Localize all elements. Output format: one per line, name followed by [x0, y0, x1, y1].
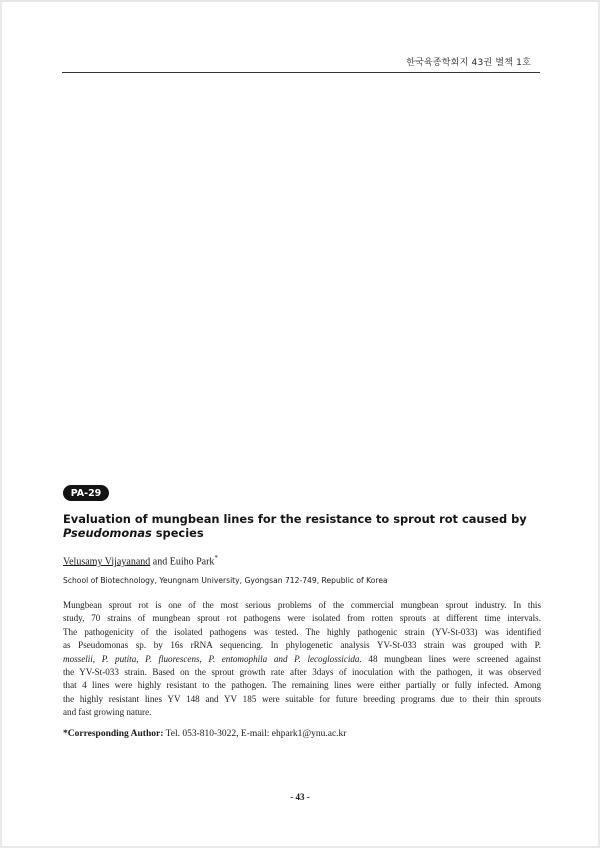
page-border-left: [0, 0, 2, 848]
corresponding-author: [63, 728, 346, 741]
title-line-2-rest: species: [151, 526, 204, 540]
author-list: [63, 551, 218, 569]
corresponding-mark: *: [214, 554, 218, 562]
abstract-body: [63, 599, 541, 720]
abstract-line-8: the highly resistant lines YV 148 and YV 185 were suitable for future breeding programs due to their thin sprouts: [63, 693, 541, 704]
abstract-id-badge: PA-29: [63, 485, 109, 501]
author-first: Velusamy Vijayanand: [63, 556, 151, 568]
abstract-line-6: the YV-St-033 strain. Based on the sprout growth rate after 3days of inoculation with the pathogen, it was observed: [63, 667, 541, 678]
abstract-line-3: The pathogenicity of the isolated pathogens was tested. The highly pathogenic strain (YV-St-033) was identified: [63, 626, 541, 637]
corresponding-label: *Corresponding Author:: [63, 729, 164, 739]
abstract-line-2: study, 70 strains of mungbean sprout rot pathogens were isolated from rotten sprouts at different time intervals.: [63, 613, 541, 624]
page-number: - 43 -: [290, 792, 310, 802]
page-border-top: [0, 0, 600, 2]
abstract-line-5: [63, 653, 541, 666]
title-line-2: [63, 526, 543, 540]
abstract-line-4: as Pseudomonas sp. by 16s rRNA sequencing. In phylogenetic analysis YV-St-033 strain was grouped with P.: [63, 640, 541, 651]
author-rest: and Euiho Park: [150, 556, 215, 568]
title-line-1: Evaluation of mungbean lines for the resistance to sprout rot caused by: [63, 512, 527, 526]
running-head: 한국육종학회지 43권 별책 1호: [406, 58, 531, 68]
species-list: mosselii, P. putita, P. fluorescens, P. entomophila and P. lecoglossicida.: [63, 653, 362, 664]
header-rule: [62, 72, 540, 73]
affiliation: School of Biotechnology, Yeungnam University, Gyongsan 712-749, Republic of Korea: [63, 576, 388, 585]
abstract-line-1: Mungbean sprout rot is one of the most serious problems of the commercial mungbean sprout industry. In this: [63, 600, 541, 610]
title-genus: Pseudomonas: [63, 526, 152, 540]
abstract-line-9: and fast growing nature.: [63, 707, 152, 718]
abstract-line-5-rest: 48 mungbean lines were screened against: [361, 653, 541, 664]
corresponding-contact: Tel. 053-810-3022, E-mail: ehpark1@ynu.ac.kr: [163, 729, 347, 739]
paper-title: [63, 512, 543, 540]
abstract-line-7: that 4 lines were highly resistant to the pathogen. The remaining lines were either partially or fully infected. Among: [63, 680, 541, 691]
